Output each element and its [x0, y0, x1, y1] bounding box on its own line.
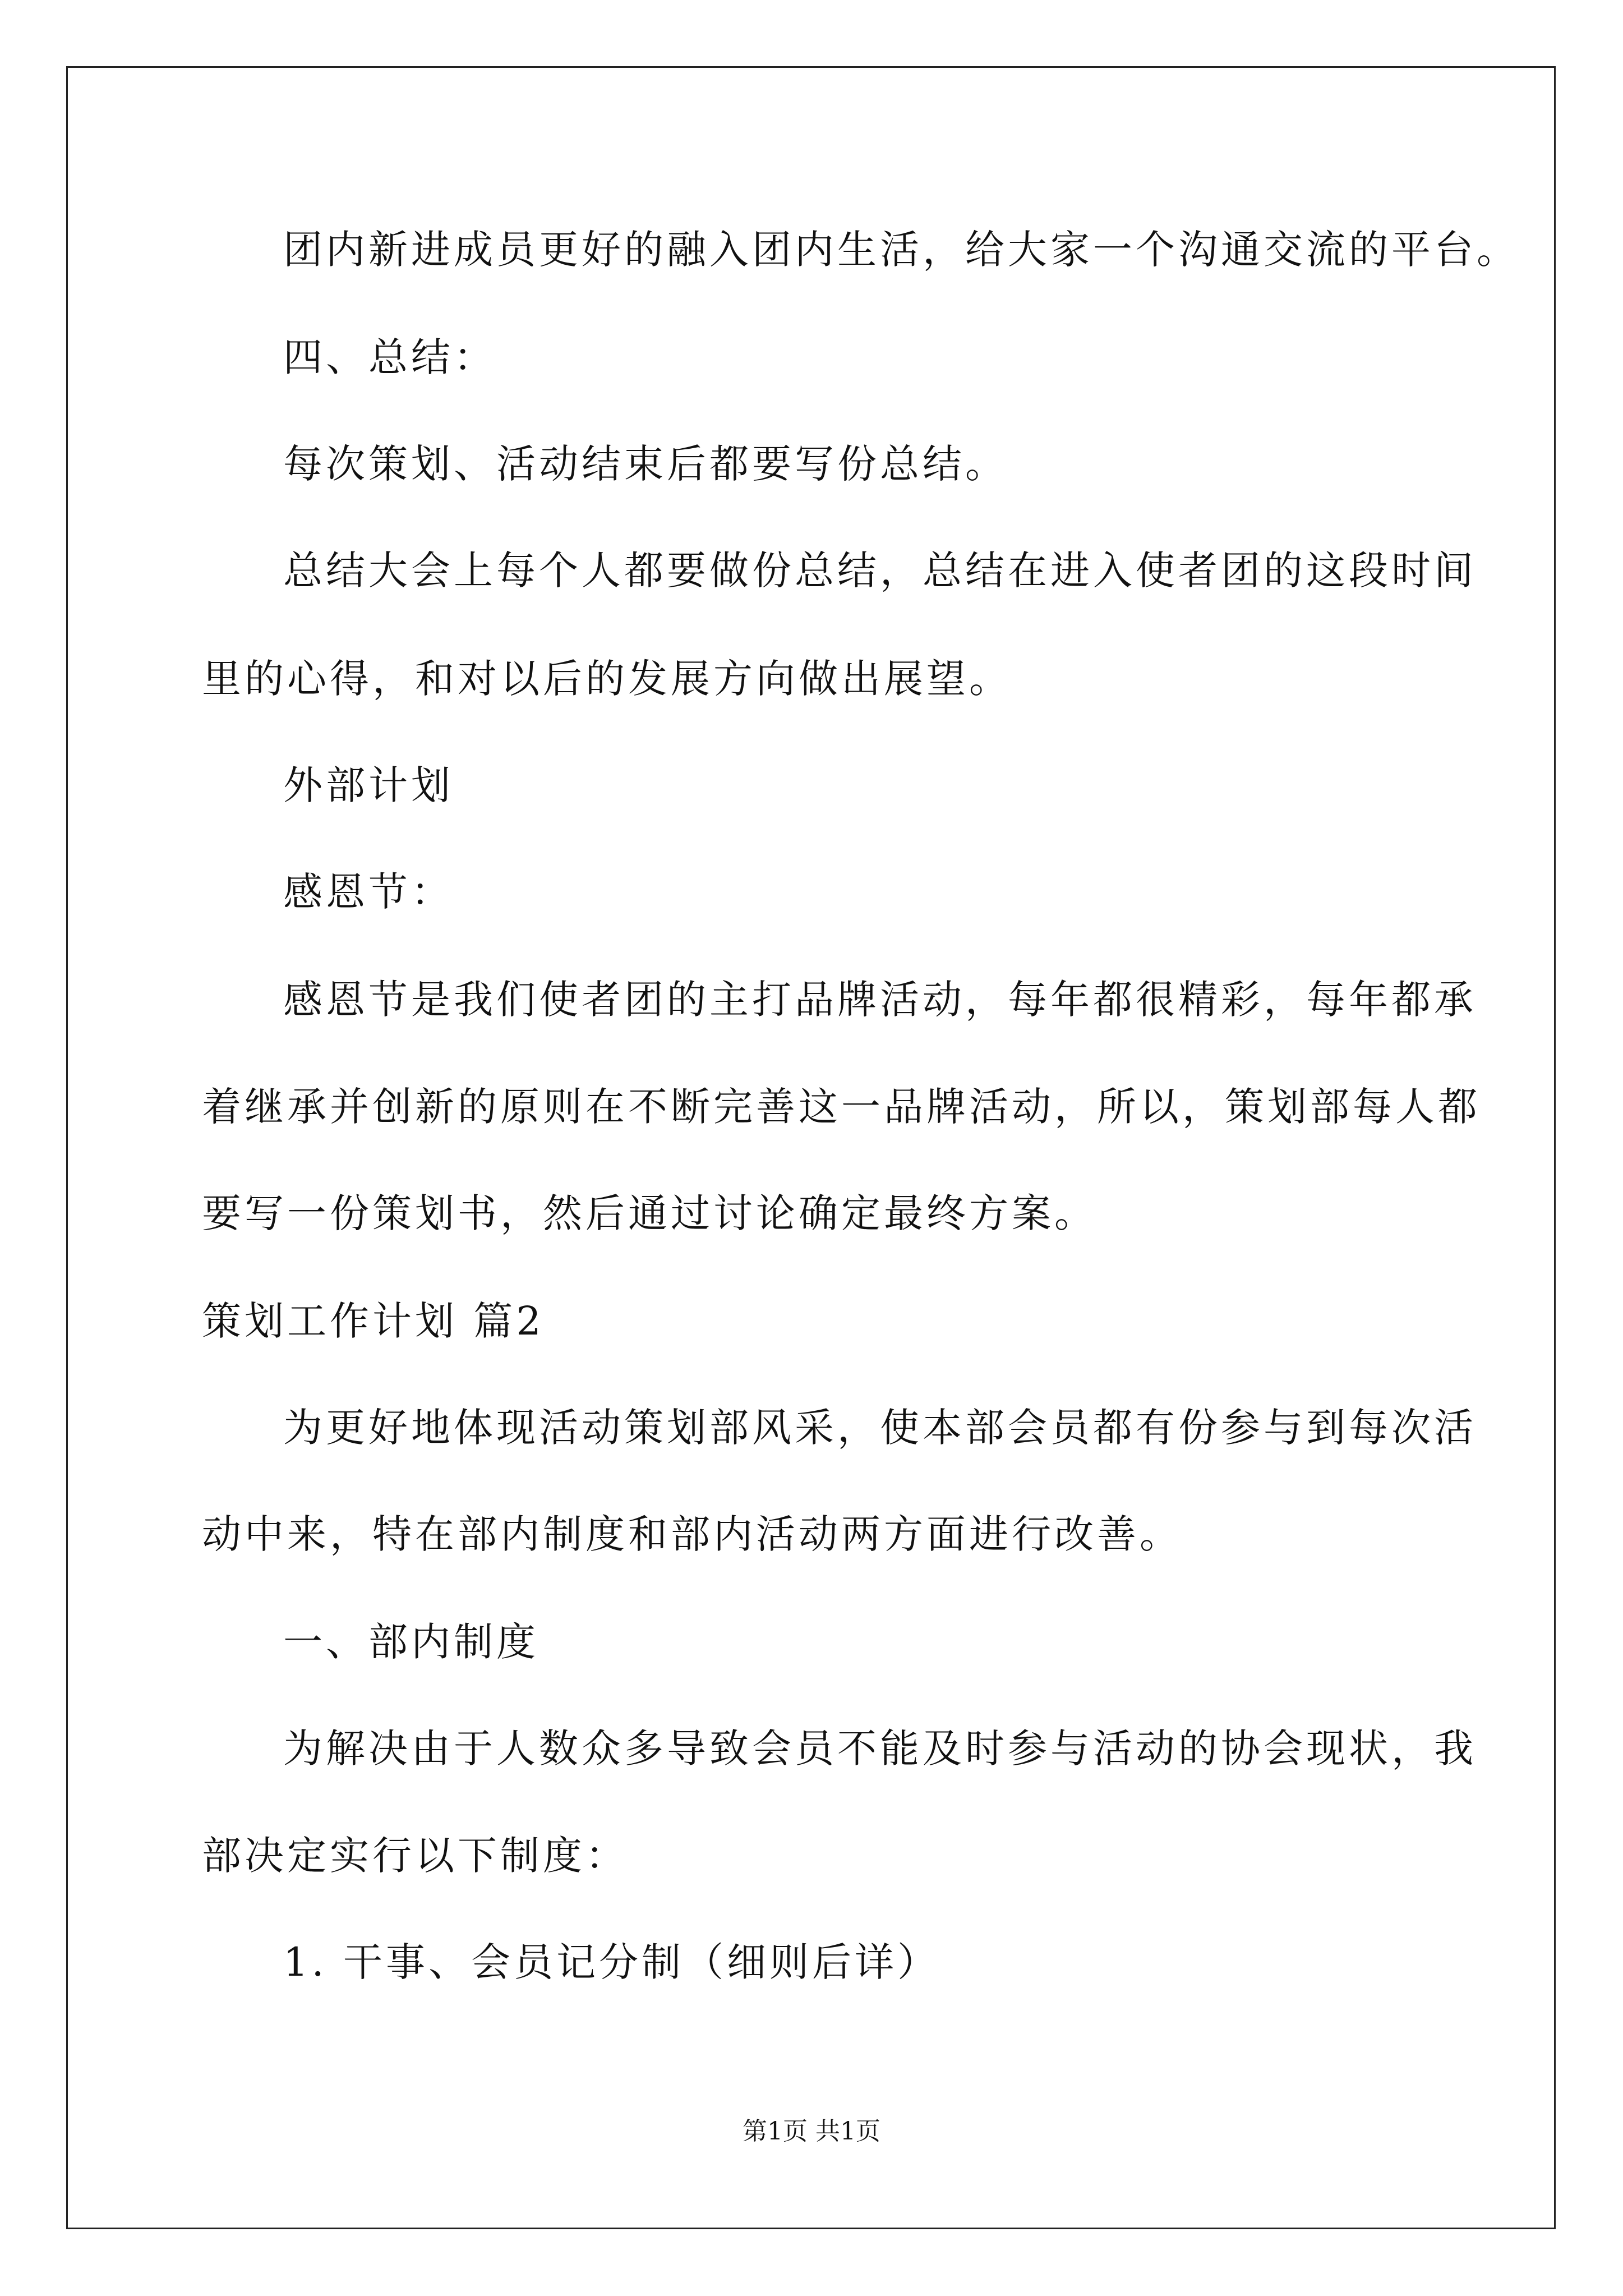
list-item: 1. 干事、会员记分制（细则后详）: [283, 1939, 940, 1985]
page-border: [66, 66, 1556, 2229]
paragraph-line: 要写一份策划书，然后通过讨论确定最终方案。: [202, 1190, 1097, 1236]
paragraph-line: 感恩节是我们使者团的主打品牌活动，每年都很精彩，每年都承: [283, 977, 1477, 1023]
paragraph-line: 总结大会上每个人都要做份总结，总结在进入使者团的这段时间: [283, 547, 1477, 593]
section-heading: 外部计划: [283, 762, 454, 808]
article-title: 策划工作计划 篇2: [202, 1298, 545, 1344]
page-footer: 第1页 共1页: [743, 2117, 880, 2146]
paragraph-line: 动中来，特在部内制度和部内活动两方面进行改善。: [202, 1511, 1182, 1557]
paragraph-line: 为解决由于人数众多导致会员不能及时参与活动的协会现状，我: [283, 1726, 1477, 1772]
paragraph-line: 每次策划、活动结束后都要写份总结。: [283, 441, 1008, 487]
section-heading: 一、部内制度: [283, 1619, 539, 1665]
paragraph-line: 为更好地体现活动策划部风采，使本部会员都有份参与到每次活: [283, 1405, 1477, 1451]
paragraph-line: 部决定实行以下制度：: [202, 1833, 628, 1879]
paragraph-line: 着继承并创新的原则在不断完善这一品牌活动，所以，策划部每人都: [202, 1084, 1481, 1130]
paragraph-line: 里的心得，和对以后的发展方向做出展望。: [202, 656, 1012, 702]
paragraph-line: 团内新进成员更好的融入团内生活，给大家一个沟通交流的平台。: [283, 227, 1519, 273]
section-heading: 感恩节：: [283, 869, 454, 915]
section-heading: 四、总结：: [283, 334, 496, 380]
